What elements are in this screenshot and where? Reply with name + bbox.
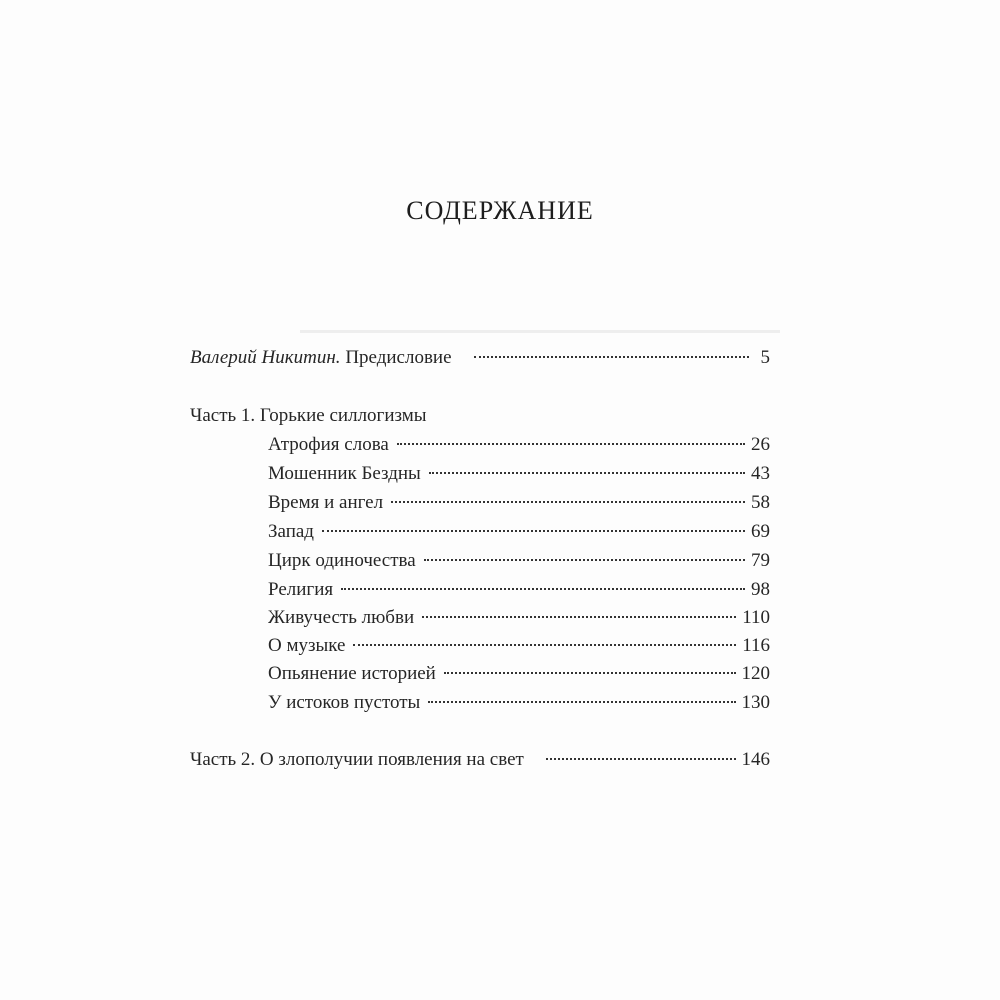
toc-entry[interactable]: [268, 521, 770, 543]
toc-page-number: 5: [760, 347, 770, 368]
toc-page-number: 120: [741, 663, 770, 684]
toc-entry[interactable]: [268, 663, 770, 685]
toc-entry-label: [190, 347, 452, 369]
toc-entry[interactable]: [268, 550, 770, 572]
toc-entry[interactable]: [268, 692, 770, 714]
toc-page-number: 98: [751, 579, 770, 600]
toc-entry-label: Религия: [268, 579, 334, 600]
toc-entry-label: Запад: [268, 521, 314, 542]
dot-leader: [444, 672, 736, 674]
toc-entry[interactable]: [268, 635, 770, 657]
dot-leader: [474, 356, 749, 358]
dot-leader: [397, 443, 745, 445]
dot-leader: [341, 588, 745, 590]
toc-entry-label: Мошенник Бездны: [268, 463, 421, 484]
preface-label: Предисловие: [345, 347, 452, 368]
toc-page-number: 58: [751, 492, 770, 513]
toc-entry-part2[interactable]: [190, 749, 770, 771]
toc-entry[interactable]: [268, 434, 770, 456]
dot-leader: [422, 616, 736, 618]
dot-leader: [424, 559, 745, 561]
toc-page-number: 110: [742, 607, 770, 628]
toc-entry[interactable]: [268, 579, 770, 601]
toc-entry-preface[interactable]: [190, 347, 770, 369]
toc-entry[interactable]: [268, 607, 770, 629]
toc-entry-label: Атрофия слова: [268, 434, 389, 455]
preface-author: Валерий Никитин.: [190, 347, 341, 368]
toc-page-number: 69: [751, 521, 770, 542]
toc-entry-label: Опьянение историей: [268, 663, 436, 684]
toc-entry[interactable]: [268, 463, 770, 485]
toc-page-number: 43: [751, 463, 770, 484]
toc-entry-label: Часть 2. О злополучии появления на свет: [190, 749, 524, 770]
toc-page-number: 26: [751, 434, 770, 455]
toc-page-number: 146: [741, 749, 770, 770]
dot-leader: [353, 644, 736, 646]
dot-leader: [391, 501, 745, 503]
dot-leader: [322, 530, 745, 532]
toc-entry[interactable]: [268, 492, 770, 514]
dot-leader: [429, 472, 745, 474]
dot-leader: [428, 701, 735, 703]
dot-leader: [546, 758, 736, 760]
toc-entry-label: Время и ангел: [268, 492, 384, 513]
toc-page-number: 79: [751, 550, 770, 571]
toc-entry-label: Цирк одиночества: [268, 550, 416, 571]
toc-entry-label: Живучесть любви: [268, 607, 415, 628]
part1-heading: Часть 1. Горькие силлогизмы: [190, 405, 427, 426]
toc-entry-label: У истоков пустоты: [268, 692, 421, 713]
page-title: СОДЕРЖАНИЕ: [406, 196, 594, 225]
toc-page-number: 130: [741, 692, 770, 713]
toc-entry-label: О музыке: [268, 635, 346, 656]
toc-page-number: 116: [742, 635, 770, 656]
